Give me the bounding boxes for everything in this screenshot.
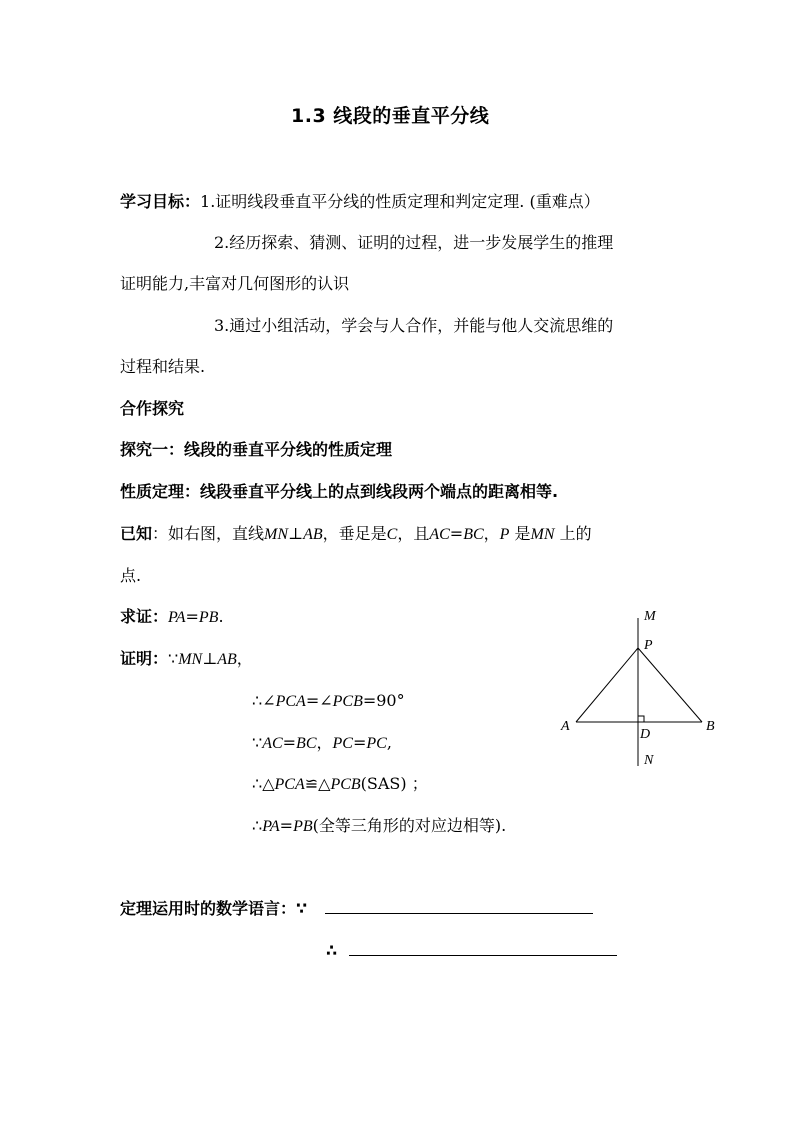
proof-pb: PB [293,818,313,835]
proof-ab: AB [217,651,237,668]
proof-pca: PCA [275,693,306,710]
objective-line-2b: 证明能力,丰富对几何图形的认识 [120,274,350,293]
prove-line [120,607,224,628]
congruent-symbol: ≌△ [304,774,331,793]
angle-symbol: ∠ [262,691,276,710]
answer-blank-2[interactable] [349,941,617,956]
proof-l3-eq2: = [352,733,367,752]
objective-line-3b: 过程和结果. [120,357,206,376]
proof-line-5 [252,816,506,837]
label-p: P [644,638,653,653]
label-b: B [706,719,715,734]
given-text-1: ：如右图，直线 [152,524,265,543]
proof-l1-end: ， [236,649,253,668]
proof-pa: PA [262,818,280,835]
because-symbol: ∵ [296,899,308,918]
page-title: 1.3 线段的垂直平分线 [291,105,490,127]
proof-l5-eq: = [279,816,294,835]
given-line-2: 点. [120,566,142,585]
label-a: A [561,719,570,734]
prove-pb: PB [198,609,219,626]
section-heading: 合作探究 [120,399,185,418]
prove-end: . [218,607,224,626]
property-theorem: 性质定理：线段垂直平分线上的点到线段两个端点的距离相等. [120,482,559,501]
given-text-6: 上的 [554,524,592,543]
proof-line-3 [252,733,392,754]
segment-pa [576,648,638,722]
application-label: 定理运用时的数学语言： [120,899,297,918]
proof-tri-pca: PCA [274,776,305,793]
objective-line-3: 3.通过小组活动，学会与人合作，并能与他人交流思维的 [214,316,614,335]
given-text-2: ，垂足是 [322,524,387,543]
label-d: D [640,727,651,742]
proof-l3-eq1: = [282,733,297,752]
given-mn: MN [264,526,289,543]
given-ab: AB [303,526,323,543]
proof-l2-eq: =∠ [305,691,333,710]
therefore-symbol: ∴ [252,774,263,793]
therefore-symbol: ∴ [326,941,338,960]
therefore-symbol: ∴ [252,691,263,710]
proof-l3-sep: ， [316,733,333,752]
proof-l4-end: (SAS) ； [360,774,428,793]
answer-blank-1[interactable] [325,899,593,914]
explore-one-heading: 探究一：线段的垂直平分线的性质定理 [120,440,393,459]
given-text-3: ，且 [397,524,430,543]
given-perp: ⊥ [288,524,304,543]
label-n: N [644,753,654,768]
prove-eq: = [185,607,199,626]
because-symbol: ∵ [168,649,179,668]
objectives-label: 学习目标： [120,192,201,211]
proof-line-4 [252,774,428,795]
proof-line-2 [252,691,405,712]
given-line [120,524,592,545]
given-label: 已知 [120,524,153,543]
proof-l3-end: , [386,733,392,752]
given-text-4: ， [483,524,500,543]
given-ac: AC [429,526,450,543]
proof-tri-pcb: PCB [330,776,361,793]
proof-ac: AC [262,735,283,752]
segment-pb [638,648,702,722]
application-line-1 [120,899,593,919]
proof-bc: BC [296,735,317,752]
proof-label: 证明： [120,649,169,668]
right-angle-mark [638,716,644,722]
given-eq: = [449,524,464,543]
triangle-symbol: △ [262,774,275,793]
geometry-figure [558,606,738,776]
given-bc: BC [463,526,484,543]
proof-perp: ⊥ [202,649,218,668]
proof-pcb: PCB [332,693,363,710]
proof-line-1 [120,649,253,670]
proof-l5-end: (全等三角形的对应边相等). [312,816,507,835]
application-line-2 [326,941,617,961]
therefore-symbol: ∴ [252,816,263,835]
label-m: M [644,609,656,624]
given-text-5: 是 [509,524,531,543]
because-symbol: ∵ [252,733,263,752]
objective-line-1 [120,192,600,212]
given-mn-2: MN [530,526,555,543]
proof-pc1: PC [332,735,353,752]
prove-label: 求证： [120,607,169,626]
given-p: P [499,526,510,543]
proof-mn: MN [178,651,203,668]
objective-1: 1.证明线段垂直平分线的性质定理和判定定理. (重难点） [200,192,600,211]
prove-pa: PA [168,609,186,626]
given-c: C [386,526,398,543]
proof-l2-end: =90° [362,691,405,710]
objective-line-2: 2.经历探索、猜测、证明的过程，进一步发展学生的推理 [214,233,614,252]
proof-pc2: PC [366,735,387,752]
